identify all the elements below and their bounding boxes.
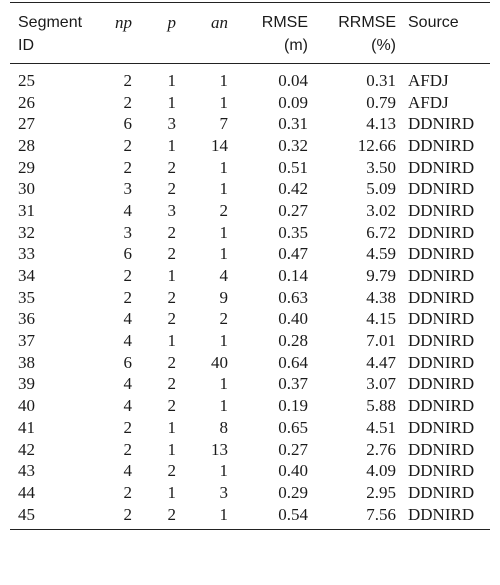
cell-p: 2 [167, 287, 176, 307]
cell-p: 1 [167, 331, 176, 351]
cell-an: 1 [219, 222, 228, 242]
cell-an: 9 [219, 287, 228, 307]
cell-an: 1 [219, 461, 228, 481]
cell-an: 1 [219, 92, 228, 112]
cell-np: 3 [123, 179, 132, 199]
header-rmse [228, 3, 308, 64]
cell-p: 1 [167, 417, 176, 437]
header-np: np [115, 13, 132, 32]
table-row [10, 265, 490, 287]
cell-segment-id: 42 [18, 439, 35, 459]
cell-p: 2 [167, 352, 176, 372]
cell-rrmse: 2.76 [366, 439, 396, 459]
cell-rmse: 0.40 [278, 461, 308, 481]
cell-rmse: 0.54 [278, 504, 308, 524]
cell-rrmse: 5.88 [366, 396, 396, 416]
table-row [10, 439, 490, 461]
cell-rmse: 0.51 [278, 157, 308, 177]
cell-rrmse: 3.02 [366, 200, 396, 220]
cell-p: 2 [167, 396, 176, 416]
cell-p: 2 [167, 157, 176, 177]
cell-an: 14 [211, 135, 228, 155]
cell-rmse: 0.27 [278, 200, 308, 220]
cell-segment-id: 28 [18, 135, 35, 155]
cell-rmse: 0.04 [278, 70, 308, 90]
table-row [10, 113, 490, 135]
cell-np: 4 [123, 374, 132, 394]
header-rrmse-line2: (%) [371, 37, 396, 54]
cell-source: DDNIRD [408, 179, 475, 199]
cell-segment-id: 32 [18, 222, 35, 242]
cell-rrmse: 4.13 [366, 114, 396, 134]
cell-rmse: 0.63 [278, 287, 308, 307]
table-row [10, 352, 490, 374]
cell-np: 4 [123, 200, 132, 220]
table-row [10, 395, 490, 417]
table-row [10, 482, 490, 504]
cell-rrmse: 5.09 [366, 179, 396, 199]
cell-source: DDNIRD [408, 439, 475, 459]
cell-np: 2 [123, 92, 132, 112]
cell-rmse: 0.65 [278, 417, 308, 437]
cell-source: DDNIRD [408, 461, 475, 481]
cell-an: 3 [219, 482, 228, 502]
cell-source: DDNIRD [408, 114, 475, 134]
cell-source: DDNIRD [408, 417, 475, 437]
data-table-container [10, 2, 490, 530]
cell-rmse: 0.14 [278, 266, 308, 286]
cell-segment-id: 36 [18, 309, 35, 329]
cell-np: 2 [123, 482, 132, 502]
cell-segment-id: 25 [18, 70, 35, 90]
cell-rmse: 0.19 [278, 396, 308, 416]
cell-p: 1 [167, 70, 176, 90]
cell-rmse: 0.47 [278, 244, 308, 264]
table-row [10, 135, 490, 157]
segment-table [10, 2, 490, 530]
cell-rrmse: 2.95 [366, 482, 396, 502]
cell-segment-id: 29 [18, 157, 35, 177]
cell-an: 1 [219, 244, 228, 264]
table-row [10, 222, 490, 244]
cell-source: DDNIRD [408, 157, 475, 177]
cell-an: 1 [219, 374, 228, 394]
cell-an: 7 [219, 114, 228, 134]
cell-np: 2 [123, 266, 132, 286]
cell-p: 1 [167, 482, 176, 502]
cell-source: DDNIRD [408, 331, 475, 351]
cell-segment-id: 44 [18, 482, 35, 502]
header-rrmse [308, 3, 396, 64]
cell-rrmse: 4.59 [366, 244, 396, 264]
table-header [10, 3, 490, 64]
cell-source: DDNIRD [408, 200, 475, 220]
cell-segment-id: 45 [18, 504, 35, 524]
table-row [10, 309, 490, 331]
table-body [10, 64, 490, 530]
cell-segment-id: 34 [18, 266, 35, 286]
cell-segment-id: 39 [18, 374, 35, 394]
cell-rrmse: 0.79 [366, 92, 396, 112]
header-segment-id [10, 3, 104, 64]
cell-np: 6 [123, 352, 132, 372]
cell-rmse: 0.28 [278, 331, 308, 351]
table-row [10, 330, 490, 352]
cell-p: 1 [167, 92, 176, 112]
table-row [10, 287, 490, 309]
cell-source: DDNIRD [408, 352, 475, 372]
cell-np: 2 [123, 70, 132, 90]
cell-segment-id: 30 [18, 179, 35, 199]
table-row [10, 244, 490, 266]
header-source: Source [408, 14, 459, 31]
header-row [10, 3, 490, 64]
cell-rrmse: 3.07 [366, 374, 396, 394]
header-p: p [167, 13, 176, 32]
cell-np: 2 [123, 439, 132, 459]
cell-rmse: 0.27 [278, 439, 308, 459]
table-row [10, 157, 490, 179]
cell-rrmse: 4.47 [366, 352, 396, 372]
cell-p: 2 [167, 179, 176, 199]
cell-segment-id: 35 [18, 287, 35, 307]
cell-np: 4 [123, 309, 132, 329]
cell-np: 3 [123, 222, 132, 242]
cell-np: 4 [123, 461, 132, 481]
cell-an: 2 [219, 200, 228, 220]
cell-rrmse: 6.72 [366, 222, 396, 242]
cell-segment-id: 40 [18, 396, 35, 416]
cell-p: 1 [167, 266, 176, 286]
cell-np: 2 [123, 417, 132, 437]
cell-segment-id: 41 [18, 417, 35, 437]
cell-an: 2 [219, 309, 228, 329]
cell-p: 2 [167, 504, 176, 524]
cell-np: 4 [123, 396, 132, 416]
cell-np: 2 [123, 135, 132, 155]
cell-an: 1 [219, 157, 228, 177]
cell-np: 2 [123, 287, 132, 307]
table-row [10, 200, 490, 222]
cell-rmse: 0.42 [278, 179, 308, 199]
cell-rrmse: 4.09 [366, 461, 396, 481]
cell-rmse: 0.09 [278, 92, 308, 112]
table-row [10, 374, 490, 396]
cell-segment-id: 33 [18, 244, 35, 264]
table-row [10, 92, 490, 114]
table-row [10, 64, 490, 92]
cell-source: DDNIRD [408, 222, 475, 242]
table-row [10, 178, 490, 200]
header-segment-line1: Segment [18, 14, 83, 31]
cell-p: 3 [167, 200, 176, 220]
table-row [10, 504, 490, 530]
cell-rmse: 0.37 [278, 374, 308, 394]
header-rmse-line1: RMSE [261, 14, 308, 31]
cell-an: 40 [211, 352, 228, 372]
cell-source: DDNIRD [408, 266, 475, 286]
cell-source: DDNIRD [408, 287, 475, 307]
cell-rrmse: 12.66 [357, 135, 396, 155]
cell-p: 3 [167, 114, 176, 134]
cell-segment-id: 37 [18, 331, 35, 351]
cell-source: DDNIRD [408, 374, 475, 394]
cell-rmse: 0.35 [278, 222, 308, 242]
cell-segment-id: 43 [18, 461, 35, 481]
header-segment-line2: ID [18, 37, 34, 54]
header-rmse-line2: (m) [284, 37, 308, 54]
cell-rrmse: 4.51 [366, 417, 396, 437]
cell-rmse: 0.31 [278, 114, 308, 134]
table-row [10, 417, 490, 439]
cell-an: 4 [219, 266, 228, 286]
cell-np: 4 [123, 331, 132, 351]
cell-source: DDNIRD [408, 309, 475, 329]
cell-rrmse: 4.38 [366, 287, 396, 307]
cell-source: DDNIRD [408, 135, 475, 155]
cell-segment-id: 27 [18, 114, 35, 134]
table-row [10, 460, 490, 482]
cell-segment-id: 38 [18, 352, 35, 372]
cell-source: DDNIRD [408, 244, 475, 264]
cell-p: 2 [167, 374, 176, 394]
cell-p: 1 [167, 135, 176, 155]
cell-p: 1 [167, 439, 176, 459]
cell-an: 8 [219, 417, 228, 437]
cell-an: 1 [219, 396, 228, 416]
cell-p: 2 [167, 461, 176, 481]
cell-an: 1 [219, 179, 228, 199]
cell-an: 1 [219, 504, 228, 524]
header-an: an [211, 13, 228, 32]
cell-p: 2 [167, 309, 176, 329]
cell-np: 6 [123, 244, 132, 264]
cell-rrmse: 3.50 [366, 157, 396, 177]
cell-rmse: 0.32 [278, 135, 308, 155]
cell-source: DDNIRD [408, 482, 475, 502]
cell-rmse: 0.64 [278, 352, 308, 372]
cell-an: 1 [219, 70, 228, 90]
cell-rrmse: 0.31 [366, 70, 396, 90]
cell-p: 2 [167, 222, 176, 242]
cell-segment-id: 26 [18, 92, 35, 112]
cell-source: DDNIRD [408, 504, 475, 524]
cell-segment-id: 31 [18, 200, 35, 220]
header-rrmse-line1: RRMSE [338, 14, 396, 31]
cell-rrmse: 7.56 [366, 504, 396, 524]
cell-source: AFDJ [408, 92, 449, 112]
cell-an: 1 [219, 331, 228, 351]
cell-rmse: 0.29 [278, 482, 308, 502]
cell-source: DDNIRD [408, 396, 475, 416]
cell-p: 2 [167, 244, 176, 264]
cell-rrmse: 7.01 [366, 331, 396, 351]
cell-np: 2 [123, 157, 132, 177]
cell-rmse: 0.40 [278, 309, 308, 329]
cell-rrmse: 4.15 [366, 309, 396, 329]
cell-np: 6 [123, 114, 132, 134]
cell-an: 13 [211, 439, 228, 459]
cell-rrmse: 9.79 [366, 266, 396, 286]
cell-source: AFDJ [408, 70, 449, 90]
cell-np: 2 [123, 504, 132, 524]
